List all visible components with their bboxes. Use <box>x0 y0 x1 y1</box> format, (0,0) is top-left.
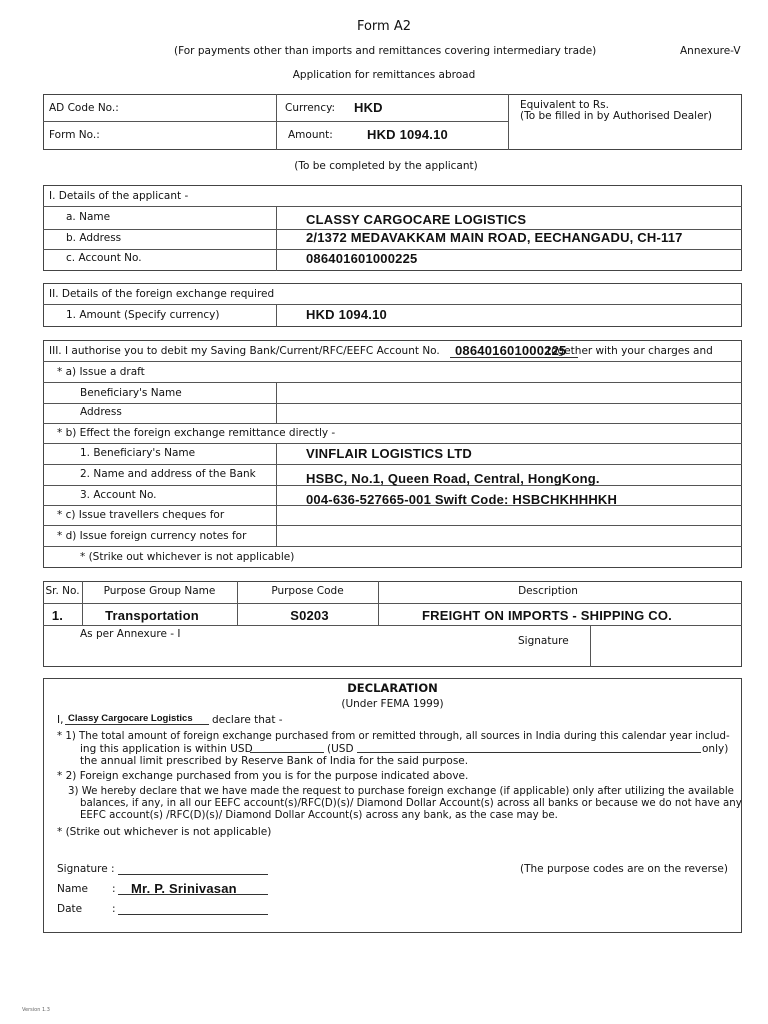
fx-amount-value[interactable]: HKD 1094.10 <box>306 307 387 322</box>
header-purpose-code: Purpose Code <box>271 585 344 597</box>
issue-draft-label: * a) Issue a draft <box>57 366 145 378</box>
draft-beneficiary-label: Beneficiary's Name <box>80 387 182 399</box>
beneficiary-account-value[interactable]: 004-636-527665-001 Swift Code: HSBCHKHHHKH <box>306 492 618 507</box>
declaration-strike-note: * (Strike out whichever is not applicable) <box>57 826 272 838</box>
declaration-p3-line1: 3) We hereby declare that we have made the request to purchase foreign exchange (if applicable) only after utilizing the available <box>68 786 734 797</box>
date-colon: : <box>112 903 116 915</box>
declaration-p1-line2b: (USD <box>327 743 354 755</box>
applicant-name-label: a. Name <box>66 211 111 223</box>
signatory-name-value[interactable]: Mr. P. Srinivasan <box>131 881 237 896</box>
declaration-name-label: Name <box>57 883 88 895</box>
annexure-note: As per Annexure - I <box>80 628 181 640</box>
section2-title: II. Details of the foreign exchange required <box>49 288 275 300</box>
name-colon: : <box>112 883 116 895</box>
amount-value[interactable]: HKD 1094.10 <box>367 127 448 142</box>
form-subtitle: (For payments other than imports and remittances covering intermediary trade) <box>174 45 597 57</box>
section3-title-suffix: together with your charges and <box>547 345 713 357</box>
amount-label: Amount: <box>288 129 333 141</box>
fx-amount-label: 1. Amount (Specify currency) <box>66 309 220 321</box>
section1-title: I. Details of the applicant - <box>49 190 189 202</box>
annexure-label: Annexure-V <box>680 45 741 57</box>
draft-address-label: Address <box>80 406 122 418</box>
bank-name-label: 2. Name and address of the Bank <box>80 468 256 480</box>
row-purpose-group[interactable]: Transportation <box>105 608 199 623</box>
declaration-signature-label: Signature : <box>57 863 115 875</box>
application-title: Application for remittances abroad <box>292 69 476 81</box>
applicant-name-value[interactable]: CLASSY CARGOCARE LOGISTICS <box>306 212 527 227</box>
declarant-name[interactable]: Classy Cargocare Logistics <box>68 713 193 724</box>
applicant-address-label: b. Address <box>66 232 122 244</box>
currency-label: Currency: <box>285 102 336 114</box>
declaration-subtitle: (Under FEMA 1999) <box>341 698 444 710</box>
beneficiary-name-value[interactable]: VINFLAIR LOGISTICS LTD <box>306 446 472 461</box>
declaration-p2: * 2) Foreign exchange purchased from you is for the purpose indicated above. <box>57 770 469 782</box>
signature-line[interactable] <box>118 874 268 875</box>
purpose-codes-note: (The purpose codes are on the reverse) <box>520 863 728 875</box>
beneficiary-name-label: 1. Beneficiary's Name <box>80 447 196 459</box>
currency-notes-label: * d) Issue foreign currency notes for <box>57 530 247 542</box>
applicant-account-label: c. Account No. <box>66 252 142 264</box>
ad-code-label: AD Code No.: <box>49 102 119 114</box>
declaration-p1-line1: * 1) The total amount of foreign exchange purchased from or remitted through, all sources in India during this calendar year includ- <box>57 731 730 742</box>
debit-account-value[interactable]: 086401601000225 <box>455 343 567 358</box>
declaration-p3-line2: balances, if any, in all our EEFC account(s)/RFC(D)(s)/ Diamond Dollar Account(s) across all banks or because we do not have any <box>80 798 742 809</box>
header-purpose-group: Purpose Group Name <box>103 585 216 597</box>
beneficiary-account-label: 3. Account No. <box>80 489 157 501</box>
applicant-address-value[interactable]: 2/1372 MEDAVAKKAM MAIN ROAD, EECHANGADU, CH-117 <box>306 230 683 245</box>
section3-title: III. I authorise you to debit my Saving Bank/Current/RFC/EEFC Account No. <box>49 345 440 357</box>
declaration-suffix: declare that - <box>212 714 283 726</box>
row-description[interactable]: FREIGHT ON IMPORTS - SHIPPING CO. <box>421 608 672 623</box>
header-description: Description <box>518 585 578 597</box>
declaration-date-label: Date <box>57 903 83 915</box>
currency-value[interactable]: HKD <box>354 100 383 115</box>
declaration-p1-line3: the annual limit prescribed by Reserve Bank of India for the said purpose. <box>80 755 469 767</box>
declaration-i: I, <box>57 714 64 726</box>
section3-strike-note: * (Strike out whichever is not applicable) <box>80 551 295 563</box>
declaration-p3-line3: EEFC account(s) /RFC(D)(s)/ Diamond Dollar Account(s) across any bank, as the case may be. <box>80 810 558 821</box>
declaration-title: DECLARATION <box>347 681 438 695</box>
form-title: Form A2 <box>356 19 412 34</box>
purpose-signature-label: Signature <box>518 635 569 647</box>
declaration-p1-line2a: ing this application is within USD <box>80 743 253 755</box>
bank-name-value[interactable]: HSBC, No.1, Queen Road, Central, HongKong. <box>306 471 600 486</box>
header-sr-no: Sr. No. <box>45 585 80 597</box>
travellers-cheques-label: * c) Issue travellers cheques for <box>57 509 225 521</box>
equivalent-label: Equivalent to Rs. <box>520 99 609 111</box>
applicant-account-value[interactable]: 086401601000225 <box>306 251 418 266</box>
form-no-label: Form No.: <box>49 129 100 141</box>
equivalent-note: (To be filled in by Authorised Dealer) <box>520 110 712 122</box>
version-label: Version 1.3 <box>22 1007 50 1013</box>
direct-remittance-label: * b) Effect the foreign exchange remittance directly - <box>57 427 336 439</box>
row-purpose-code[interactable]: S0203 <box>290 608 329 623</box>
applicant-note: (To be completed by the applicant) <box>294 160 478 172</box>
date-line[interactable] <box>118 914 268 915</box>
declaration-p1-line2c: only) <box>702 743 729 755</box>
row-sr-no: 1. <box>51 608 64 623</box>
